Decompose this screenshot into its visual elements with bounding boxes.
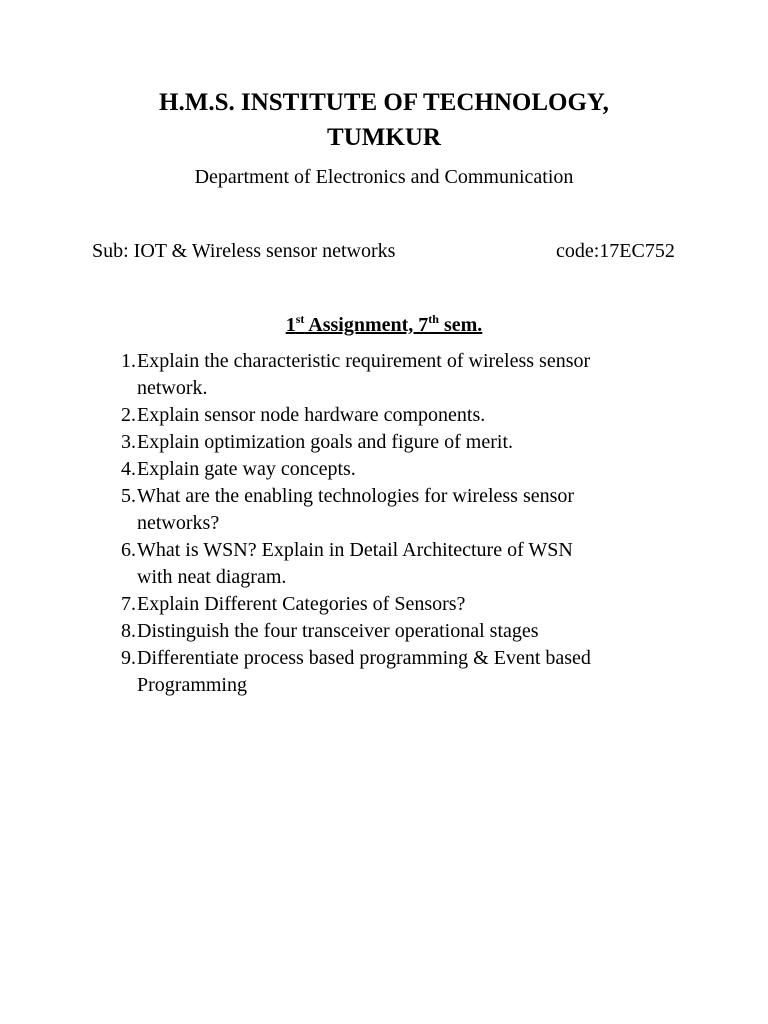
question-item bbox=[100, 645, 700, 699]
question-text: Explain gate way concepts. bbox=[137, 458, 356, 480]
question-number: 9. bbox=[121, 647, 136, 669]
assignment-word: Assignment, 7 bbox=[304, 314, 429, 336]
question-item bbox=[100, 618, 700, 645]
question-number: 5. bbox=[121, 485, 136, 507]
institute-name-line2: TUMKUR bbox=[327, 124, 441, 151]
question-text: Differentiate process based programming & Event based Programming bbox=[137, 647, 591, 696]
question-number: 6. bbox=[121, 539, 136, 561]
question-text: What is WSN? Explain in Detail Architecture of WSN with neat diagram. bbox=[137, 539, 573, 588]
question-item bbox=[100, 348, 700, 402]
question-item bbox=[100, 402, 700, 429]
question-text: Explain sensor node hardware components. bbox=[137, 404, 486, 426]
assignment-number: 1 bbox=[285, 314, 296, 336]
question-text: What are the enabling technologies for wireless sensor networks? bbox=[137, 485, 575, 534]
question-item bbox=[100, 429, 700, 456]
subject-label: Sub: IOT & Wireless sensor networks bbox=[92, 240, 396, 262]
subject-code: code:17EC752 bbox=[556, 240, 675, 262]
question-item bbox=[100, 456, 700, 483]
assignment-heading bbox=[0, 312, 768, 338]
question-number: 3. bbox=[121, 431, 136, 453]
question-text: Distinguish the four transceiver operational stages bbox=[137, 620, 539, 642]
question-text: Explain optimization goals and figure of merit. bbox=[137, 431, 514, 453]
question-number: 7. bbox=[121, 593, 136, 615]
institute-name-line1: H.M.S. INSTITUTE OF TECHNOLOGY, bbox=[159, 89, 609, 116]
question-list bbox=[100, 348, 700, 699]
assignment-number-suffix: st bbox=[295, 312, 305, 326]
semester-suffix: th bbox=[428, 312, 439, 326]
question-item bbox=[100, 537, 700, 591]
question-number: 2. bbox=[121, 404, 136, 426]
question-number: 8. bbox=[121, 620, 136, 642]
question-number: 1. bbox=[121, 350, 136, 372]
question-number: 4. bbox=[121, 458, 136, 480]
department-name: Department of Electronics and Communication bbox=[194, 166, 574, 188]
question-text: Explain Different Categories of Sensors? bbox=[137, 593, 466, 615]
question-item bbox=[100, 483, 700, 537]
question-item bbox=[100, 591, 700, 618]
semester-word: sem. bbox=[438, 314, 483, 336]
question-text: Explain the characteristic requirement of wireless sensor network. bbox=[137, 350, 591, 399]
